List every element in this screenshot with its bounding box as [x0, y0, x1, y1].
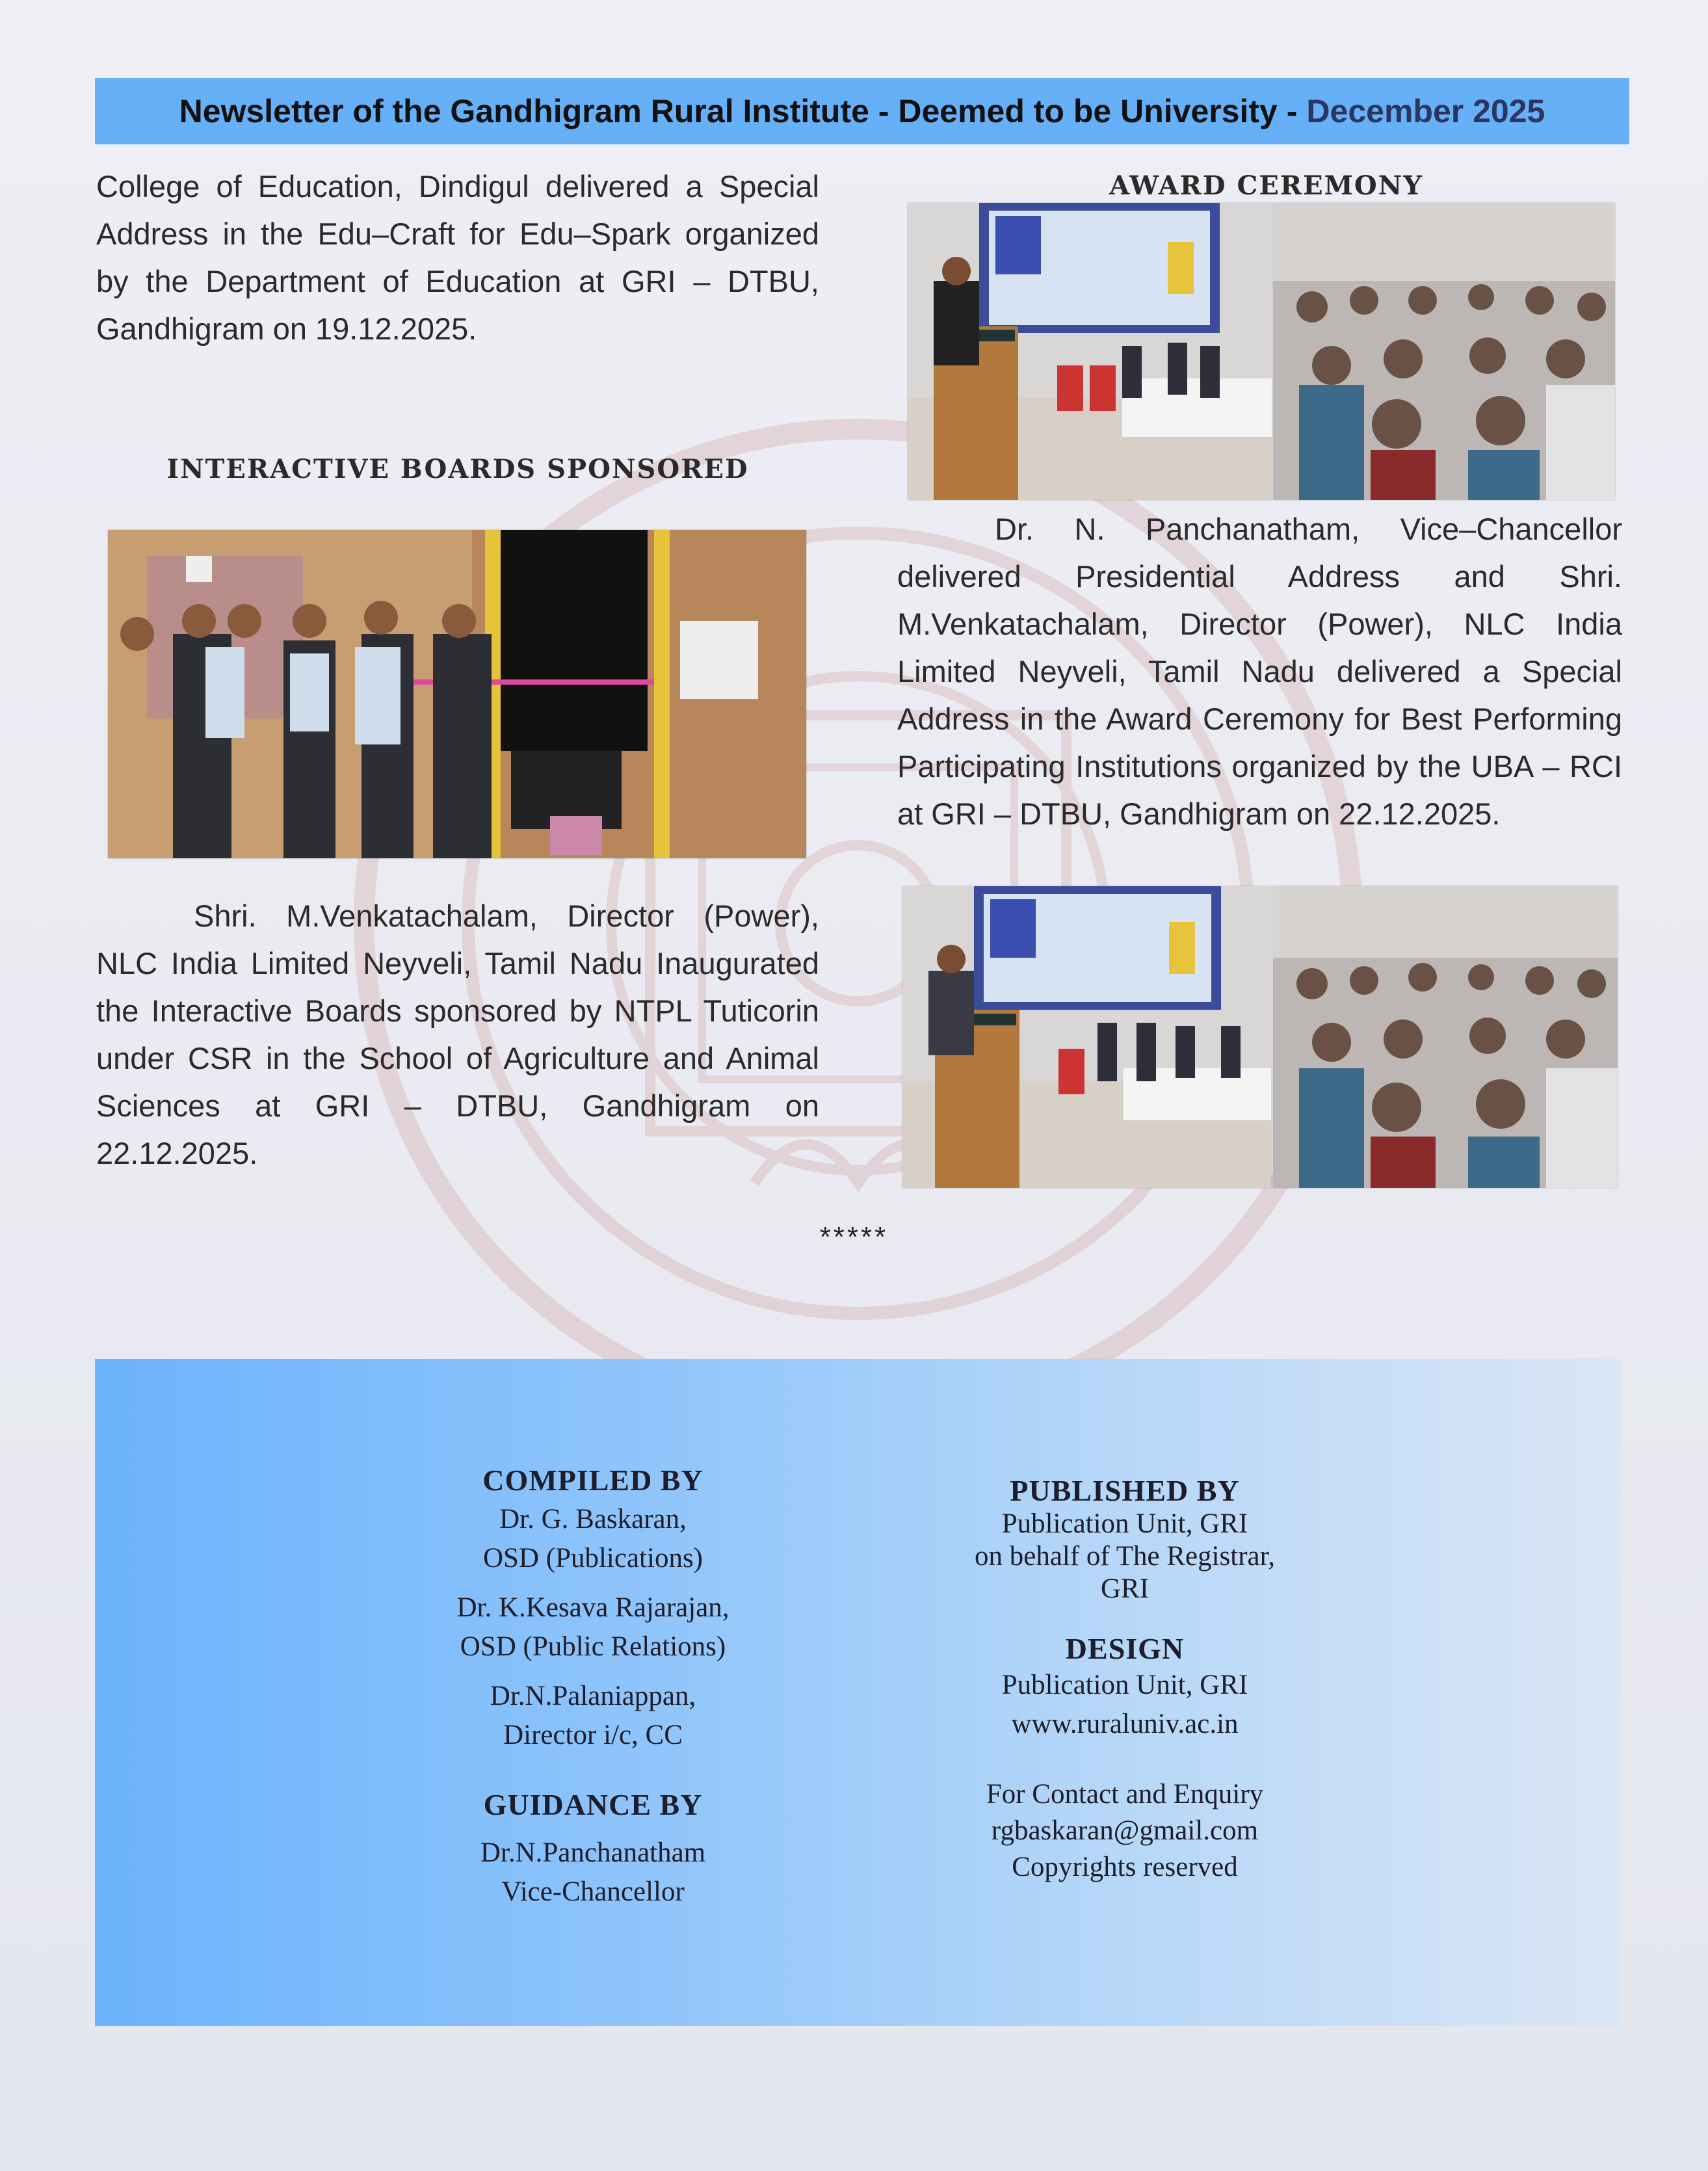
published-by-line: Publication Unit, GRI	[1001, 1508, 1248, 1539]
website-link[interactable]: www.ruraluniv.ac.in	[1011, 1709, 1239, 1739]
compiler-name: Dr.N.Palaniappan,	[490, 1681, 696, 1711]
design-line: Publication Unit, GRI	[1001, 1670, 1248, 1700]
newsletter-date: December 2025	[1306, 93, 1545, 129]
award-ceremony-title: AWARD CEREMONY	[1109, 170, 1423, 201]
intro-paragraph: College of Education, Dindigul delivered a Special Address in the Edu–Craft for Edu–Spark organized by the Department of Education at GRI – DTBU, Gandhigram on 19.12.2025.	[96, 169, 819, 346]
award-ceremony-audience-photo-2	[1273, 886, 1618, 1188]
published-by-line: GRI	[1100, 1573, 1150, 1604]
footer-credits-panel	[95, 1359, 1622, 2026]
newsletter-title: Newsletter of the Gandhigram Rural Institute - Deemed to be University -	[179, 93, 1298, 129]
compiled-by-heading: COMPILED BY	[482, 1464, 703, 1497]
guidance-by-heading: GUIDANCE BY	[483, 1788, 703, 1821]
guidance-name: Dr.N.Panchanatham	[480, 1837, 706, 1868]
newsletter-header-bar	[95, 78, 1629, 144]
award-ceremony-audience-photo-1	[1273, 203, 1615, 500]
contact-line: For Contact and Enquiry	[986, 1779, 1264, 1809]
award-ceremony-paragraph: Dr. N. Panchanatham, Vice–Chancellor delivered Presidential Address and Shri. M.Venkatachalam, Director (Power), NLC India Limited Neyveli, Tamil Nadu delivered a Special Address in the Award Ceremony for Best Performing Participating Institutions organized by the UBA – RCI at GRI – DTBU, Gandhigram on 22.12.2025.	[897, 512, 1622, 831]
compiler-role: Director i/c, CC	[503, 1720, 683, 1750]
compiler-name: Dr. G. Baskaran,	[499, 1504, 687, 1534]
section-separator: *****	[819, 1221, 889, 1253]
contact-email[interactable]: rgbaskaran@gmail.com	[991, 1815, 1259, 1846]
published-by-block	[897, 1473, 1352, 1886]
interactive-boards-title: INTERACTIVE BOARDS SPONSORED	[166, 454, 749, 484]
design-heading: DESIGN	[1065, 1632, 1185, 1665]
award-ceremony-stage-photo-1	[908, 203, 1272, 500]
copyright-line: Copyrights reserved	[1012, 1852, 1238, 1882]
compiler-name: Dr. K.Kesava Rajarajan,	[456, 1592, 729, 1623]
published-by-heading: PUBLISHED BY	[1010, 1474, 1240, 1507]
interactive-board-inauguration-photo	[108, 530, 806, 858]
award-ceremony-stage-photo-2	[902, 886, 1271, 1188]
published-by-line: on behalf of The Registrar,	[975, 1541, 1275, 1572]
compiler-role: OSD (Public Relations)	[460, 1631, 726, 1662]
compiled-by-block	[398, 1463, 788, 1912]
guidance-role: Vice-Chancellor	[501, 1876, 685, 1907]
compiler-role: OSD (Publications)	[482, 1543, 703, 1573]
interactive-boards-paragraph: Shri. M.Venkatachalam, Director (Power), NLC India Limited Neyveli, Tamil Nadu Inaugurated the Interactive Boards sponsored by NTPL Tuticorin under CSR in the School of Agriculture and Animal Sciences at GRI – DTBU, Gandhigram on 22.12.2025.	[96, 899, 819, 1170]
